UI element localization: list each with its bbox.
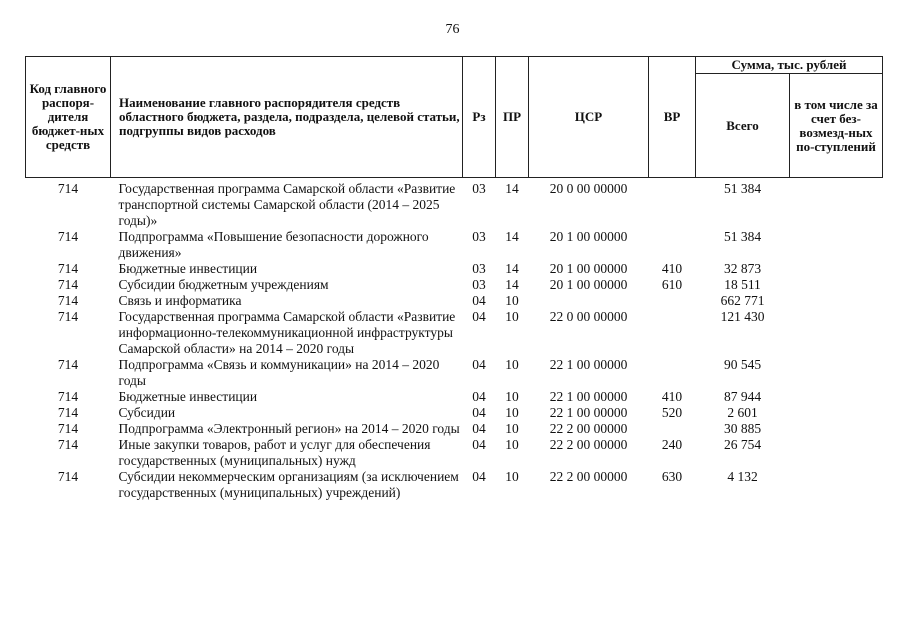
table-row — [26, 405, 883, 421]
cell-pr: 14 — [505, 277, 519, 292]
cell-code: 714 — [57, 277, 79, 292]
cell-vr: 520 — [661, 405, 683, 420]
cell-free — [790, 293, 883, 309]
cell-rz: 04 — [472, 437, 486, 452]
cell-csr: 20 1 00 00000 — [549, 229, 628, 244]
table-row — [26, 293, 883, 309]
cell-pr: 10 — [505, 389, 519, 404]
cell-rz: 03 — [472, 277, 486, 292]
cell-free — [790, 469, 883, 501]
cell-vr — [649, 293, 696, 309]
cell-name: Бюджетные инвестиции — [118, 389, 258, 404]
table-row — [26, 229, 883, 261]
cell-code: 714 — [57, 261, 79, 276]
cell-code: 714 — [57, 469, 79, 484]
cell-name: Субсидии бюджетным учреждениям — [118, 277, 329, 292]
cell-vr — [649, 178, 696, 230]
cell-csr: 22 0 00 00000 — [549, 309, 628, 324]
cell-total: 51 384 — [723, 229, 762, 244]
cell-name: Государственная программа Самарской области «Развитие транспортной системы Самарской области (2014 – 2025 годы)» — [118, 181, 456, 228]
cell-csr — [529, 293, 649, 309]
cell-pr: 10 — [505, 309, 519, 324]
cell-csr: 22 1 00 00000 — [549, 389, 628, 404]
cell-rz: 04 — [472, 357, 486, 372]
cell-total: 26 754 — [723, 437, 762, 452]
header-vr: ВР — [649, 57, 696, 178]
cell-name: Иные закупки товаров, работ и услуг для обеспечения государственных (муниципальных) нужд — [118, 437, 431, 468]
cell-vr — [649, 229, 696, 261]
cell-free — [790, 277, 883, 293]
cell-total: 2 601 — [727, 405, 758, 420]
cell-total: 51 384 — [723, 181, 762, 196]
cell-pr: 14 — [505, 261, 519, 276]
header-name: Наименование главного распорядителя средств областного бюджета, раздела, подраздела, целевой статьи, подгруппы видов расходов — [111, 57, 463, 178]
cell-free — [790, 421, 883, 437]
cell-pr: 10 — [505, 357, 519, 372]
cell-code: 714 — [57, 437, 79, 452]
cell-rz: 03 — [472, 181, 486, 196]
cell-rz: 04 — [472, 309, 486, 324]
table-row — [26, 469, 883, 501]
cell-name: Субсидии — [118, 405, 176, 420]
table-row — [26, 178, 883, 230]
cell-csr: 22 2 00 00000 — [549, 437, 628, 452]
table-row — [26, 309, 883, 357]
cell-vr — [649, 421, 696, 437]
cell-pr: 14 — [505, 181, 519, 196]
cell-free — [790, 229, 883, 261]
cell-total: 18 511 — [724, 277, 761, 292]
cell-free — [790, 405, 883, 421]
cell-vr — [649, 357, 696, 389]
header-csr: ЦСР — [529, 57, 649, 178]
table-row — [26, 357, 883, 389]
cell-csr: 20 1 00 00000 — [549, 277, 628, 292]
cell-total: 121 430 — [720, 309, 765, 324]
cell-name: Связь и информатика — [118, 293, 242, 308]
cell-rz: 03 — [472, 261, 486, 276]
cell-name: Бюджетные инвестиции — [118, 261, 258, 276]
cell-free — [790, 357, 883, 389]
cell-vr: 630 — [661, 469, 683, 484]
cell-vr — [649, 309, 696, 357]
cell-total: 90 545 — [723, 357, 762, 372]
cell-code: 714 — [57, 357, 79, 372]
cell-total: 30 885 — [723, 421, 762, 436]
cell-free — [790, 389, 883, 405]
table-row — [26, 421, 883, 437]
cell-rz: 04 — [472, 405, 486, 420]
cell-free — [790, 178, 883, 230]
cell-csr: 22 1 00 00000 — [549, 357, 628, 372]
cell-code: 714 — [57, 405, 79, 420]
cell-csr: 22 1 00 00000 — [549, 405, 628, 420]
cell-rz: 04 — [472, 293, 486, 308]
cell-rz: 04 — [472, 389, 486, 404]
cell-name: Подпрограмма «Связь и коммуникации» на 2014 – 2020 годы — [118, 357, 440, 388]
table-row — [26, 437, 883, 469]
header-pr: ПР — [496, 57, 529, 178]
table-row — [26, 277, 883, 293]
header-free: в том числе за счет без-возмезд-ных по-ступлений — [790, 74, 883, 178]
cell-vr: 410 — [661, 261, 683, 276]
cell-vr: 610 — [661, 277, 683, 292]
cell-code: 714 — [57, 421, 79, 436]
cell-vr: 240 — [661, 437, 683, 452]
cell-csr: 22 2 00 00000 — [549, 421, 628, 436]
cell-csr: 20 0 00 00000 — [549, 181, 628, 196]
cell-rz: 03 — [472, 229, 486, 244]
header-code: Код главного распоря-дителя бюджет-ных средств — [26, 57, 111, 178]
cell-name: Субсидии некоммерческим организациям (за исключением государственных (муниципальных) учреждений) — [118, 469, 459, 500]
cell-vr: 410 — [661, 389, 683, 404]
cell-total: 4 132 — [727, 469, 758, 484]
cell-csr: 22 2 00 00000 — [549, 469, 628, 484]
cell-pr: 14 — [505, 229, 519, 244]
cell-code: 714 — [57, 229, 79, 244]
cell-code: 714 — [57, 293, 79, 308]
cell-pr: 10 — [505, 437, 519, 452]
cell-pr: 10 — [505, 469, 519, 484]
cell-total: 662 771 — [720, 293, 765, 308]
cell-rz: 04 — [472, 469, 486, 484]
header-total: Всего — [696, 74, 790, 178]
cell-name: Подпрограмма «Электронный регион» на 2014 – 2020 годы — [118, 421, 460, 436]
cell-rz: 04 — [472, 421, 486, 436]
cell-free — [790, 437, 883, 469]
cell-code: 714 — [57, 309, 79, 324]
cell-pr: 10 — [505, 293, 519, 308]
cell-code: 714 — [57, 181, 79, 196]
cell-csr: 20 1 00 00000 — [549, 261, 628, 276]
cell-free — [790, 261, 883, 277]
header-rz: Рз — [463, 57, 496, 178]
cell-name: Подпрограмма «Повышение безопасности дорожного движения» — [118, 229, 429, 260]
cell-total: 32 873 — [723, 261, 762, 276]
cell-name: Государственная программа Самарской области «Развитие информационно-телекоммуникационной инфраструктуры Самарской области» на 2014 – 2020 годы — [118, 309, 456, 356]
page-number: 76 — [445, 22, 460, 37]
table-row — [26, 261, 883, 277]
cell-code: 714 — [57, 389, 79, 404]
header-sum-group: Сумма, тыс. рублей — [696, 57, 883, 74]
cell-total: 87 944 — [723, 389, 762, 404]
cell-free — [790, 309, 883, 357]
cell-pr: 10 — [505, 405, 519, 420]
table-row — [26, 389, 883, 405]
cell-pr: 10 — [505, 421, 519, 436]
budget-table — [25, 56, 883, 501]
